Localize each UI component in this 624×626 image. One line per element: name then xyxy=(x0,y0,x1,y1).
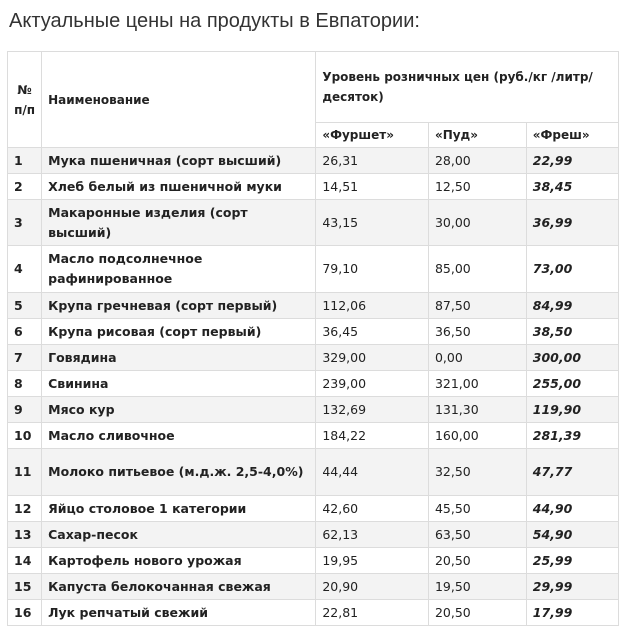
price-fresh: 38,45 xyxy=(526,174,618,200)
price-furshet: 20,90 xyxy=(316,574,429,600)
price-pud: 321,00 xyxy=(428,371,526,397)
price-furshet: 22,81 xyxy=(316,600,429,626)
row-number: 15 xyxy=(8,574,42,600)
price-pud: 45,50 xyxy=(428,496,526,522)
price-pud: 30,00 xyxy=(428,200,526,246)
table-row xyxy=(8,319,619,345)
price-furshet: 26,31 xyxy=(316,148,429,174)
price-fresh: 47,77 xyxy=(526,449,618,496)
table-header xyxy=(8,52,619,148)
row-number: 10 xyxy=(8,423,42,449)
header-store-fresh: «Фреш» xyxy=(526,123,618,148)
price-pud: 28,00 xyxy=(428,148,526,174)
price-pud: 87,50 xyxy=(428,293,526,319)
price-fresh: 25,99 xyxy=(526,548,618,574)
price-furshet: 19,95 xyxy=(316,548,429,574)
header-price-level: Уровень розничных цен (руб./кг /литр/десяток) xyxy=(316,52,619,123)
row-number: 6 xyxy=(8,319,42,345)
price-furshet: 184,22 xyxy=(316,423,429,449)
product-name: Капуста белокочанная свежая xyxy=(42,574,316,600)
price-fresh: 73,00 xyxy=(526,246,618,293)
price-fresh: 17,99 xyxy=(526,600,618,626)
price-fresh: 84,99 xyxy=(526,293,618,319)
table-row xyxy=(8,246,619,293)
price-fresh: 281,39 xyxy=(526,423,618,449)
row-number: 12 xyxy=(8,496,42,522)
table-row xyxy=(8,345,619,371)
price-fresh: 38,50 xyxy=(526,319,618,345)
row-number: 1 xyxy=(8,148,42,174)
price-furshet: 44,44 xyxy=(316,449,429,496)
price-furshet: 112,06 xyxy=(316,293,429,319)
product-name: Яйцо столовое 1 категории xyxy=(42,496,316,522)
table-row xyxy=(8,423,619,449)
price-pud: 85,00 xyxy=(428,246,526,293)
price-fresh: 119,90 xyxy=(526,397,618,423)
row-number: 3 xyxy=(8,200,42,246)
table-row xyxy=(8,548,619,574)
price-fresh: 29,99 xyxy=(526,574,618,600)
price-pud: 160,00 xyxy=(428,423,526,449)
price-fresh: 54,90 xyxy=(526,522,618,548)
price-furshet: 79,10 xyxy=(316,246,429,293)
row-number: 5 xyxy=(8,293,42,319)
product-name: Масло подсолнечное рафинированное xyxy=(42,246,316,293)
table-row xyxy=(8,397,619,423)
price-fresh: 22,99 xyxy=(526,148,618,174)
price-pud: 0,00 xyxy=(428,345,526,371)
header-store-pud: «Пуд» xyxy=(428,123,526,148)
row-number: 11 xyxy=(8,449,42,496)
table-row xyxy=(8,496,619,522)
row-number: 9 xyxy=(8,397,42,423)
price-furshet: 14,51 xyxy=(316,174,429,200)
product-name: Масло сливочное xyxy=(42,423,316,449)
price-pud: 32,50 xyxy=(428,449,526,496)
price-pud: 19,50 xyxy=(428,574,526,600)
table-row xyxy=(8,522,619,548)
product-name: Мука пшеничная (сорт высший) xyxy=(42,148,316,174)
price-furshet: 62,13 xyxy=(316,522,429,548)
table-row xyxy=(8,293,619,319)
price-furshet: 132,69 xyxy=(316,397,429,423)
price-fresh: 44,90 xyxy=(526,496,618,522)
product-name: Крупа рисовая (сорт первый) xyxy=(42,319,316,345)
header-store-furshet: «Фуршет» xyxy=(316,123,429,148)
price-fresh: 36,99 xyxy=(526,200,618,246)
price-furshet: 42,60 xyxy=(316,496,429,522)
row-number: 2 xyxy=(8,174,42,200)
row-number: 13 xyxy=(8,522,42,548)
product-name: Молоко питьевое (м.д.ж. 2,5-4,0%) xyxy=(42,449,316,496)
product-name: Макаронные изделия (сорт высший) xyxy=(42,200,316,246)
price-furshet: 329,00 xyxy=(316,345,429,371)
table-row xyxy=(8,174,619,200)
product-name: Крупа гречневая (сорт первый) xyxy=(42,293,316,319)
header-name: Наименование xyxy=(42,52,316,148)
product-name: Говядина xyxy=(42,345,316,371)
table-row xyxy=(8,148,619,174)
row-number: 16 xyxy=(8,600,42,626)
row-number: 7 xyxy=(8,345,42,371)
price-fresh: 300,00 xyxy=(526,345,618,371)
row-number: 14 xyxy=(8,548,42,574)
header-num: № п/п xyxy=(8,52,42,148)
table-row xyxy=(8,200,619,246)
price-pud: 63,50 xyxy=(428,522,526,548)
product-name: Мясо кур xyxy=(42,397,316,423)
price-furshet: 239,00 xyxy=(316,371,429,397)
price-pud: 12,50 xyxy=(428,174,526,200)
price-pud: 36,50 xyxy=(428,319,526,345)
page-title: Актуальные цены на продукты в Евпатории: xyxy=(9,10,420,32)
table-body xyxy=(8,148,619,626)
price-table xyxy=(7,51,619,626)
row-number: 4 xyxy=(8,246,42,293)
row-number: 8 xyxy=(8,371,42,397)
table-row xyxy=(8,449,619,496)
product-name: Сахар-песок xyxy=(42,522,316,548)
price-pud: 20,50 xyxy=(428,548,526,574)
table-row xyxy=(8,600,619,626)
price-pud: 20,50 xyxy=(428,600,526,626)
product-name: Лук репчатый свежий xyxy=(42,600,316,626)
product-name: Хлеб белый из пшеничной муки xyxy=(42,174,316,200)
table-row xyxy=(8,371,619,397)
product-name: Картофель нового урожая xyxy=(42,548,316,574)
price-pud: 131,30 xyxy=(428,397,526,423)
product-name: Свинина xyxy=(42,371,316,397)
price-furshet: 43,15 xyxy=(316,200,429,246)
price-fresh: 255,00 xyxy=(526,371,618,397)
table-row xyxy=(8,574,619,600)
price-furshet: 36,45 xyxy=(316,319,429,345)
